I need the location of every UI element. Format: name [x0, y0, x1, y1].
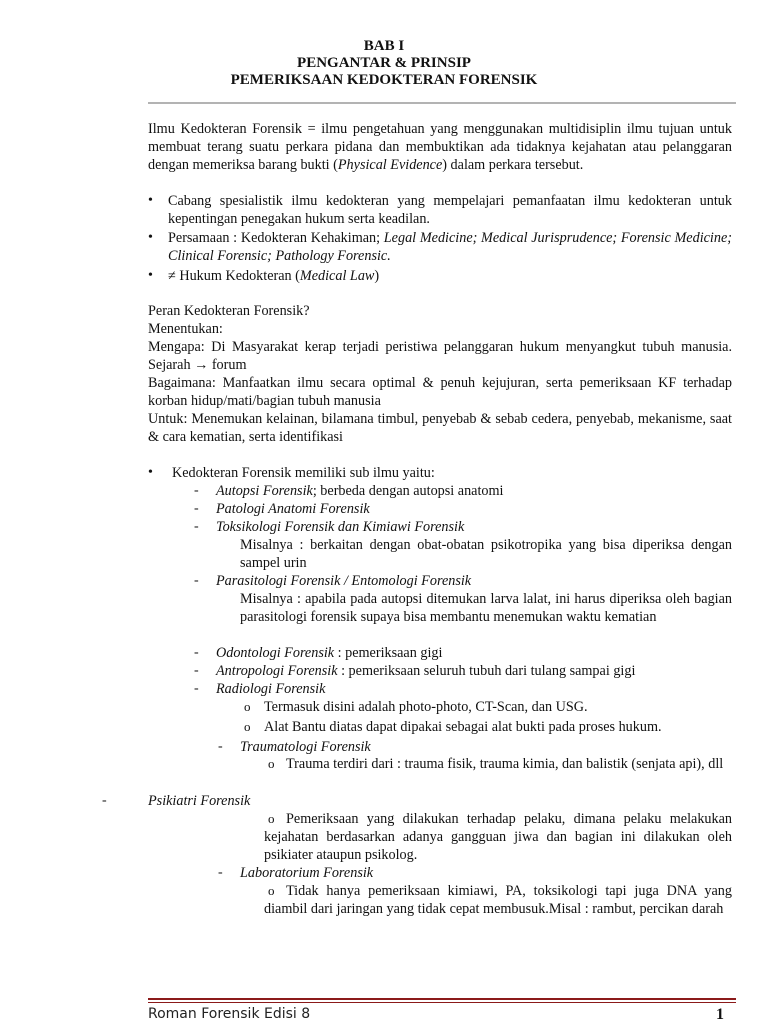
peran-mengapa: Mengapa: Di Masyarakat kerap terjadi peristiwa pelanggaran hukum menyangkut tubuh manusia. Sejarah → forum: [148, 339, 732, 373]
dash: -: [218, 739, 223, 754]
dash: -: [218, 865, 223, 880]
page-number: 1: [716, 1006, 724, 1023]
bullet-hukum: [168, 267, 732, 285]
circle-bullet: o: [244, 699, 251, 714]
bullet-dot: •: [148, 193, 153, 208]
peran-bagaimana: Bagaimana: Manfaatkan ilmu secara optimal & penuh kejujuran, serta pemeriksaan KF terhadap korban hidup/mati/bagian tubuh manusia: [148, 375, 732, 409]
sub-radiologi-item-1: Termasuk disini adalah photo-photo, CT-Scan, dan USG.: [264, 699, 588, 715]
footer-book-title: Roman Forensik Edisi 8: [148, 1006, 311, 1022]
footer-divider-thin: [148, 1002, 736, 1003]
sub-odontologi-desc: : pemeriksaan gigi: [334, 645, 443, 661]
chapter-heading-1: PENGANTAR & PRINSIP: [297, 55, 471, 71]
intro-text: Ilmu Kedokteran Forensik = ilmu pengetahuan yang menggunakan multidisiplin ilmu tujuan untuk membuat terang suatu perkara pidana dan membuktikan ada tidaknya kejahatan atau pelanggaran dengan memeriksa barang bukti (: [148, 121, 732, 173]
chapter-title: [0, 38, 768, 89]
bullet-dot: •: [148, 465, 153, 480]
bullet-persamaan-italic: Legal Medicine; Medical Jurisprudence; Forensic Medicine; Clinical Forensic; Pathology Forensic.: [168, 230, 732, 264]
bullet-hukum-end: ): [374, 268, 380, 284]
sub-traumatologi: Traumatologi Forensik: [240, 739, 371, 755]
sub-antropologi-desc: : pemeriksaan seluruh tubuh dari tulang sampai gigi: [337, 663, 636, 679]
sub-parasitologi-desc: Misalnya : apabila pada autopsi ditemukan larva lalat, ini harus diperiksa oleh bagian parasitologi forensik supaya bisa membantu menemukan waktu kematian: [240, 591, 732, 625]
sub-parasitologi: Parasitologi Forensik / Entomologi Forensik: [216, 573, 472, 589]
peran-untuk: Untuk: Menemukan kelainan, bilamana timbul, penyebab & sebab cedera, penyebab, mekanisme, saat & cara kematian, serta identifikasi: [148, 411, 732, 445]
peran-question: Peran Kedokteran Forensik?: [148, 303, 310, 319]
bullet-persamaan-text: Persamaan : Kedokteran Kehakiman;: [168, 230, 384, 246]
dash: -: [194, 663, 199, 678]
intro-italic: Physical Evidence: [337, 157, 443, 173]
sub-laboratorium: Laboratorium Forensik: [240, 865, 374, 881]
sub-autopsi-name: Autopsi Forensik: [216, 483, 313, 499]
sub-autopsi-desc: ; berbeda dengan autopsi anatomi: [312, 483, 504, 499]
sub-odontologi-name: Odontologi Forensik: [216, 645, 335, 661]
dash: -: [194, 645, 199, 660]
bullet-dot: •: [148, 268, 153, 283]
chapter-number: BAB I: [363, 38, 405, 54]
sub-psikiatri-item: Pemeriksaan yang dilakukan terhadap pelaku, dimana pelaku melakukan kejahatan berdasarkan adanya gangguan jiwa dan bagian ini dilakukan oleh psikiater ataupun psikolog.: [264, 811, 732, 863]
dash: -: [194, 483, 199, 498]
sub-traumatologi-item: Trauma terdiri dari : trauma fisik, trauma kimia, dan balistik (senjata api), dll: [286, 756, 724, 772]
footer-divider-thick: [148, 998, 736, 1000]
dash: -: [194, 573, 199, 588]
dash: -: [194, 501, 199, 516]
bullet-hukum-text: ≠ Hukum Kedokteran (: [168, 268, 300, 284]
sub-antropologi-name: Antropologi Forensik: [216, 663, 338, 679]
circle-bullet: o: [268, 883, 275, 898]
intro-paragraph: [148, 120, 732, 174]
sub-radiologi: Radiologi Forensik: [216, 681, 326, 697]
dash: -: [194, 681, 199, 696]
dash: -: [102, 793, 107, 808]
sub-toksikologi-desc: Misalnya : berkaitan dengan obat-obatan psikotropika yang bisa diperiksa dengan sampel urin: [240, 537, 732, 571]
bullet-persamaan: [168, 229, 732, 265]
sub-psikiatri: Psikiatri Forensik: [148, 793, 251, 809]
circle-bullet: o: [268, 756, 275, 771]
sub-intro: Kedokteran Forensik memiliki sub ilmu yaitu:: [172, 465, 435, 481]
peran-menentukan: Menentukan:: [148, 321, 223, 337]
sub-antropologi: [216, 662, 732, 680]
sub-laboratorium-item: Tidak hanya pemeriksaan kimiawi, PA, toksikologi tapi juga DNA yang diambil dari jaringan yang tidak cepat membusuk.Misal : rambut, percikan darah: [264, 883, 732, 917]
sub-radiologi-item-2: Alat Bantu diatas dapat dipakai sebagai alat bukti pada proses hukum.: [264, 719, 662, 735]
sub-toksikologi: Toksikologi Forensik dan Kimiawi Forensik: [216, 519, 465, 535]
bullet-hukum-italic: Medical Law: [299, 268, 375, 284]
circle-bullet: o: [244, 719, 251, 734]
sub-patologi: Patologi Anatomi Forensik: [216, 501, 370, 517]
dash: -: [194, 519, 199, 534]
bullet-dot: •: [148, 230, 153, 245]
sub-odontologi: [216, 644, 732, 662]
header-divider: [148, 102, 736, 104]
circle-bullet: o: [268, 811, 275, 826]
sub-autopsi: [216, 482, 732, 500]
bullet-cabang: Cabang spesialistik ilmu kedokteran yang mempelajari pemanfaatan ilmu kedokteran untuk kepentingan penegakan hukum serta keadilan.: [168, 193, 732, 227]
chapter-heading-2: PEMERIKSAAN KEDOKTERAN FORENSIK: [230, 72, 538, 88]
intro-text-end: ) dalam perkara tersebut.: [442, 157, 584, 173]
